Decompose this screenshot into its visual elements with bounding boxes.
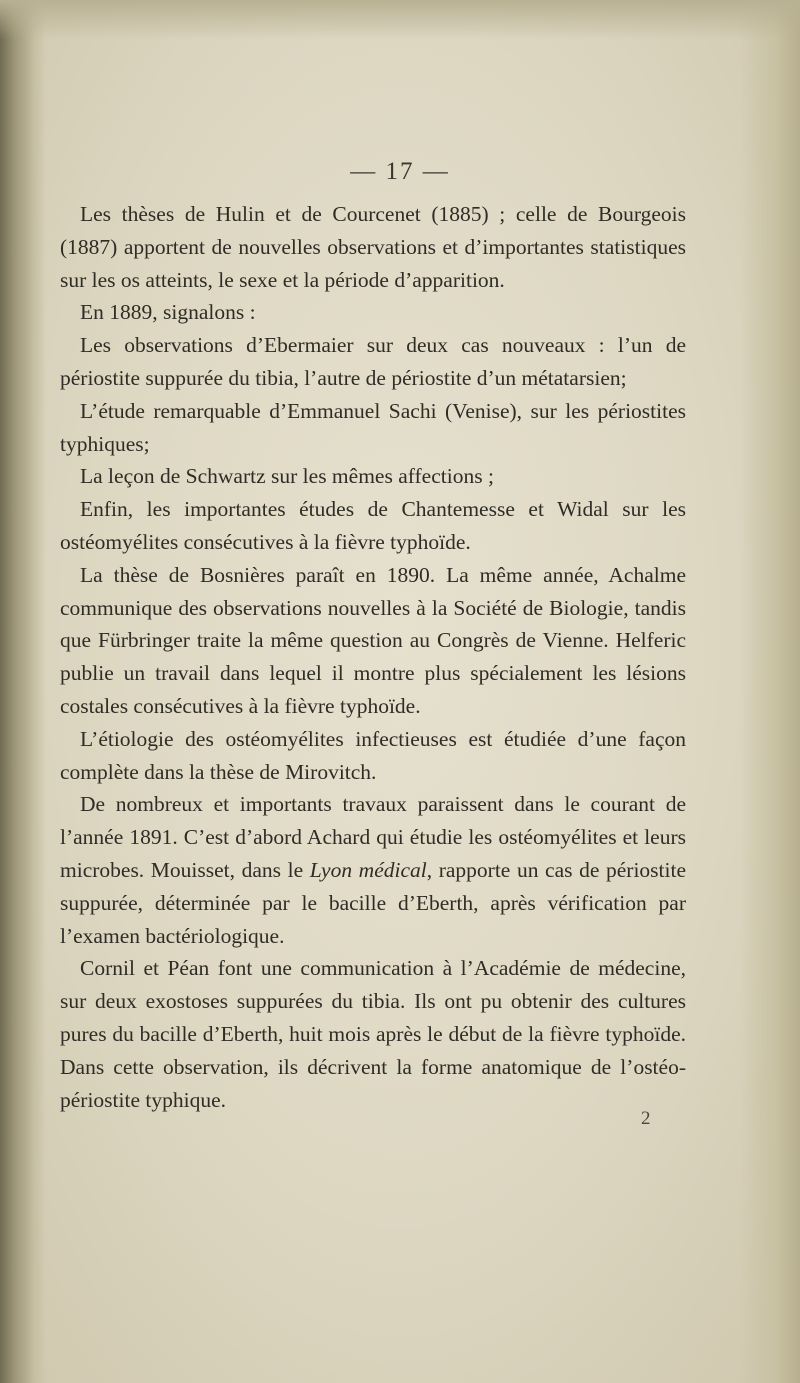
journal-title: Lyon médical — [309, 857, 427, 882]
paragraph-1891 — [60, 788, 686, 952]
page-edge — [740, 0, 800, 1383]
paragraph-1891-text: De nombreux et importants travaux paraissent dans le courant de l’année 1891. C’est d’abord Achard qui étudie les ostéomyélites et leurs microbes. Mouisset, dans le — [60, 792, 686, 882]
paragraph-cornil: Cornil et Péan font une communication à l’Académie de médecine, sur deux exostoses suppurées du tibia. Ils ont pu obtenir des cultures pures du bacille d’Eberth, huit mois après le début de la fièvre typhoïde. Dans cette observation, ils décrivent la forme anatomique de l’ostéo-périostite typhique. — [60, 956, 686, 1112]
paragraph-1889: En 1889, signalons : — [80, 300, 256, 325]
paragraph-sachi: L’étude remarquable d’Emmanuel Sachi (Venise), sur les périostites typhiques; — [60, 398, 686, 456]
paragraph-mirovitch: L’étiologie des ostéomyélites infectieuses est étudiée d’une façon complète dans la thèse de Mirovitch. — [60, 726, 686, 784]
paragraph-bosnieres: La thèse de Bosnières paraît en 1890. La même année, Achalme communique des observations nouvelles à la Société de Biologie, tandis que Fürbringer traite la même question au Congrès de Vienne. Helferic publie un travail dans lequel il montre plus spécialement les lésions costales consécutives à la fièvre typhoïde. — [60, 562, 686, 718]
paragraph-1891-text-end: , rapporte un cas de périostite suppurée, déterminée par le bacille d’Eberth, après vérification par l’examen bactériologique. — [60, 857, 686, 948]
paragraph-chantemesse: Enfin, les importantes études de Chantemesse et Widal sur les ostéomyélites consécutives à la fièvre typhoïde. — [60, 497, 686, 554]
binding-shadow — [0, 0, 46, 1383]
paragraph-theses: Les thèses de Hulin et de Courcenet (1885) ; celle de Bourgeois (1887) apportent de nouvelles observations et d’importantes statistiques sur les os atteints, le sexe et la période d’apparition. — [60, 202, 686, 292]
page-number: — 17 — — [350, 158, 450, 185]
signature-mark: 2 — [641, 1108, 651, 1129]
paragraph-schwartz: La leçon de Schwartz sur les mêmes affections ; — [80, 464, 494, 489]
page-top-edge — [0, 0, 800, 40]
body-text — [60, 198, 686, 1116]
paragraph-ebermaier: Les observations d’Ebermaier sur deux cas nouveaux : l’un de périostite suppurée du tibia, l’autre de périostite d’un métatarsien; — [60, 333, 686, 390]
